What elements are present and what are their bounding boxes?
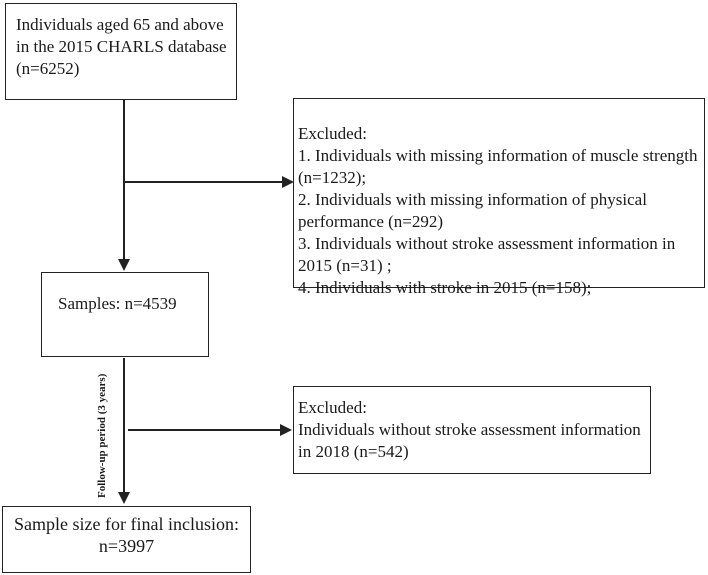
exclusion-2-title: Excluded: <box>298 398 367 417</box>
final-box-line2: n=3997 <box>98 536 155 556</box>
arrowhead-icon <box>118 492 130 504</box>
start-box <box>5 3 237 100</box>
exclusion-1-item: 4. Individuals with stroke in 2015 (n=158); <box>298 278 592 297</box>
final-box-line1: Sample size for final inclusion: <box>14 514 239 534</box>
arrowhead-icon <box>280 424 292 436</box>
exclusion-1-item: 1. Individuals with missing information of muscle strength (n=1232); <box>298 146 698 187</box>
exclusion-1-item: 3. Individuals without stroke assessment information in 2015 (n=31) ; <box>298 234 676 275</box>
final-box <box>2 506 251 573</box>
follow-up-label: Follow-up period (3 years) <box>96 373 108 498</box>
exclusion-box-1 <box>293 98 705 297</box>
connector-to-exclusion-1 <box>124 181 284 183</box>
connector-samples-to-final <box>123 358 125 494</box>
connector-to-exclusion-2 <box>128 429 281 431</box>
exclusion-box-2 <box>293 386 651 474</box>
exclusion-1-item: 2. Individuals with missing information of physical performance (n=292) <box>298 190 647 231</box>
exclusion-1-title: Excluded: <box>298 124 367 143</box>
arrowhead-icon <box>118 259 130 271</box>
samples-box-text: Samples: n=4539 <box>58 294 177 313</box>
connector-start-to-samples <box>123 100 125 260</box>
start-box-text: Individuals aged 65 and above in the 2015 CHARLS database (n=6252) <box>16 15 227 78</box>
samples-box <box>41 272 209 357</box>
exclusion-2-text: Individuals without stroke assessment information in 2018 (n=542) <box>298 420 641 461</box>
